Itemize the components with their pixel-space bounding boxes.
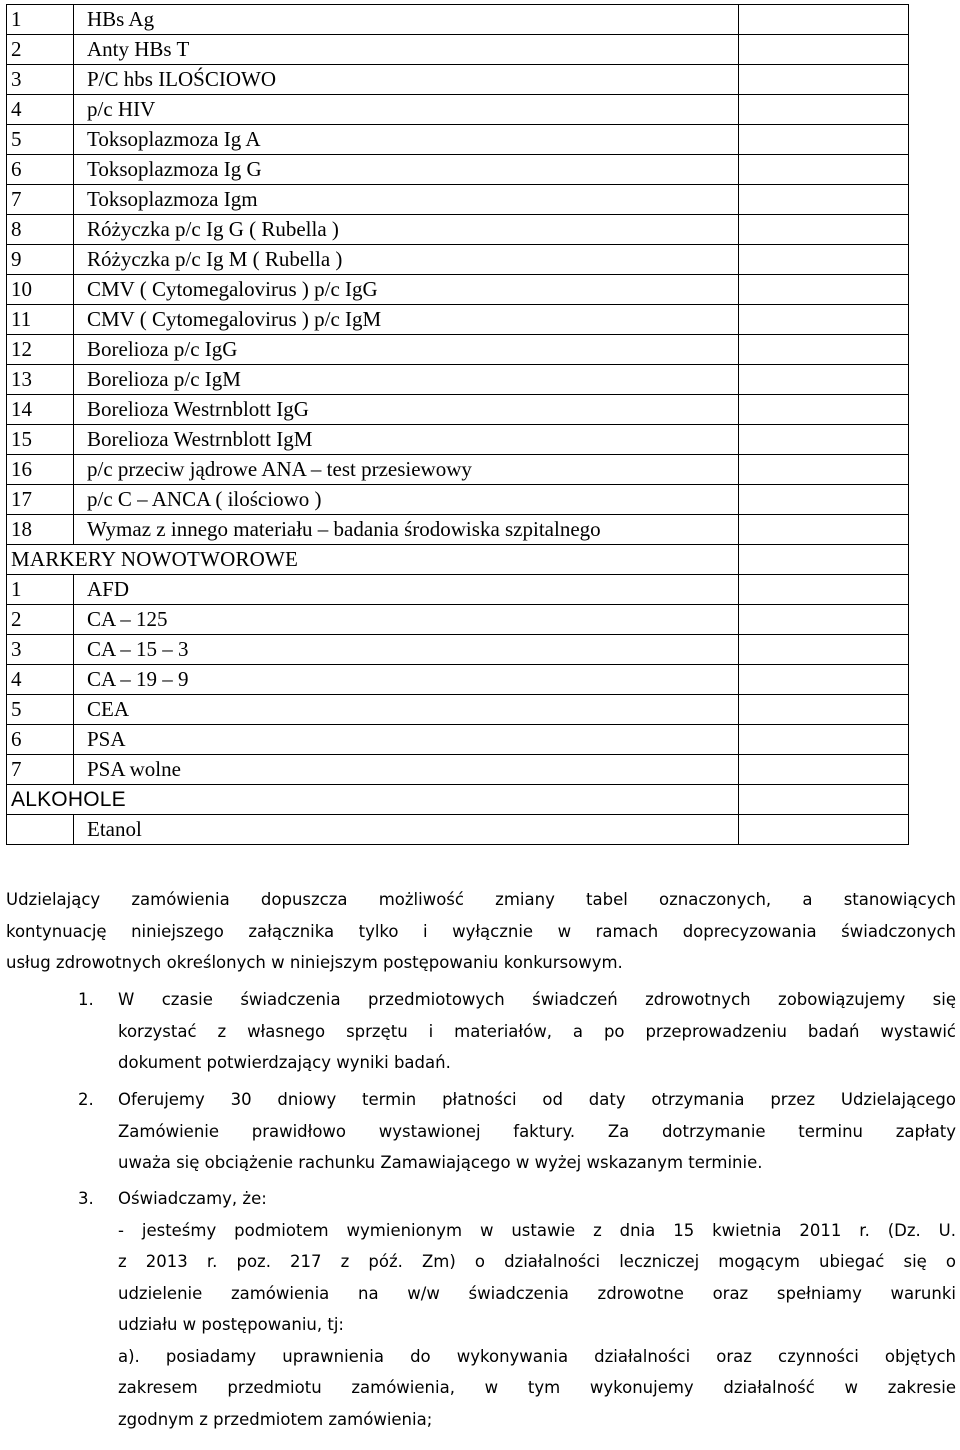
table-row <box>7 155 909 185</box>
table-row <box>7 245 909 275</box>
table-row <box>7 815 909 845</box>
section-title: ALKOHOLE <box>7 785 739 815</box>
list-item <box>6 1183 956 1435</box>
test-name: CEA <box>74 695 739 725</box>
test-name: AFD <box>74 575 739 605</box>
list-item-number: 1. <box>78 990 94 1009</box>
row-number: 2 <box>7 35 74 65</box>
table-row <box>7 485 909 515</box>
table-row <box>7 35 909 65</box>
table-row <box>7 215 909 245</box>
empty-cell <box>739 815 909 845</box>
test-name: Różyczka p/c Ig G ( Rubella ) <box>74 215 739 245</box>
table-row <box>7 395 909 425</box>
test-name: Różyczka p/c Ig M ( Rubella ) <box>74 245 739 275</box>
table-row <box>7 125 909 155</box>
test-name: Toksoplazmoza Ig A <box>74 125 739 155</box>
tests-table-body <box>7 5 909 845</box>
row-number: 3 <box>7 635 74 665</box>
list-item-number: 3. <box>78 1189 94 1208</box>
table-row <box>7 725 909 755</box>
row-number: 2 <box>7 605 74 635</box>
intro-line: usług zdrowotnych określonych w niniejszym postępowaniu konkursowym. <box>6 953 623 972</box>
test-name: CA – 19 – 9 <box>74 665 739 695</box>
row-number: 16 <box>7 455 74 485</box>
row-number: 1 <box>7 5 74 35</box>
row-number: 4 <box>7 95 74 125</box>
row-number: 5 <box>7 125 74 155</box>
test-name: CA – 125 <box>74 605 739 635</box>
table-row <box>7 365 909 395</box>
list-item-line: Oferujemy 30 dniowy termin płatności od daty otrzymania przez Udzielającego <box>118 1090 956 1109</box>
list-item-line: z 2013 r. poz. 217 z póź. Zm) o działalności leczniczej mogącym ubiegać się o <box>118 1252 956 1271</box>
list-item-line: W czasie świadczenia przedmiotowych świadczeń zdrowotnych zobowiązujemy się <box>118 990 956 1009</box>
row-number: 7 <box>7 755 74 785</box>
table-row <box>7 185 909 215</box>
row-number: 17 <box>7 485 74 515</box>
row-number: 10 <box>7 275 74 305</box>
test-name: Borelioza p/c IgM <box>74 365 739 395</box>
table-row <box>7 65 909 95</box>
intro-line: Udzielający zamówienia dopuszcza możliwość zmiany tabel oznaczonych, a stanowiących <box>6 890 956 909</box>
empty-cell <box>739 575 909 605</box>
list-item <box>6 984 956 1079</box>
row-number: 3 <box>7 65 74 95</box>
empty-cell <box>739 365 909 395</box>
list-item-number: 2. <box>78 1090 94 1109</box>
test-name: PSA wolne <box>74 755 739 785</box>
list-item-line: zakresem przedmiotu zamówienia, w tym wykonujemy działalność w zakresie <box>118 1378 956 1397</box>
row-number: 18 <box>7 515 74 545</box>
empty-cell <box>739 725 909 755</box>
empty-cell <box>739 125 909 155</box>
test-name: Borelioza Westrnblott IgG <box>74 395 739 425</box>
list-item-line: korzystać z własnego sprzętu i materiałów, a po przeprowadzeniu badań wystawić <box>118 1021 956 1041</box>
test-name: Etanol <box>74 815 739 845</box>
row-number <box>7 815 74 845</box>
empty-cell <box>739 155 909 185</box>
table-row <box>7 605 909 635</box>
table-row <box>7 515 909 545</box>
empty-cell <box>739 695 909 725</box>
table-row <box>7 695 909 725</box>
test-name: Wymaz z innego materiału – badania środowiska szpitalnego <box>74 515 739 545</box>
empty-cell <box>739 395 909 425</box>
test-name: CMV ( Cytomegalovirus ) p/c IgG <box>74 275 739 305</box>
row-number: 12 <box>7 335 74 365</box>
test-name: Borelioza p/c IgG <box>74 335 739 365</box>
row-number: 9 <box>7 245 74 275</box>
empty-cell <box>739 5 909 35</box>
intro-line: kontynuację niniejszego załącznika tylko i wyłącznie w ramach doprecyzowania świadczonych <box>6 921 956 941</box>
empty-cell <box>739 425 909 455</box>
row-number: 13 <box>7 365 74 395</box>
empty-cell <box>739 605 909 635</box>
list-item-line: Zamówienie prawidłowo wystawionej faktury. Za dotrzymanie terminu zapłaty <box>118 1121 956 1141</box>
table-row <box>7 425 909 455</box>
empty-cell <box>739 305 909 335</box>
test-name: PSA <box>74 725 739 755</box>
empty-cell <box>739 245 909 275</box>
test-name: CA – 15 – 3 <box>74 635 739 665</box>
row-number: 8 <box>7 215 74 245</box>
test-name: p/c przeciw jądrowe ANA – test przesiewowy <box>74 455 739 485</box>
table-row <box>7 5 909 35</box>
empty-cell <box>739 215 909 245</box>
table-row <box>7 275 909 305</box>
list-item-line: udzielenie zamówienia na w/w świadczenia zdrowotne oraz spełniamy warunki <box>118 1283 956 1303</box>
list-item-line: a). posiadamy uprawnienia do wykonywania działalności oraz czynności objętych <box>118 1346 956 1366</box>
list-item-line: zgodnym z przedmiotem zamówienia; <box>118 1409 433 1429</box>
list-item-line: - jesteśmy podmiotem wymienionym w ustawie z dnia 15 kwietnia 2011 r. (Dz. U. <box>118 1220 956 1240</box>
empty-cell <box>739 65 909 95</box>
list-item <box>6 1084 956 1179</box>
test-name: HBs Ag <box>74 5 739 35</box>
empty-cell <box>739 545 909 575</box>
row-number: 4 <box>7 665 74 695</box>
list-item-text <box>118 1183 956 1435</box>
empty-cell <box>739 35 909 65</box>
list-item-text <box>118 984 956 1079</box>
empty-cell <box>739 95 909 125</box>
intro-paragraph <box>6 884 956 979</box>
list-item-line: dokument potwierdzający wyniki badań. <box>118 1053 451 1072</box>
empty-cell <box>739 485 909 515</box>
empty-cell <box>739 515 909 545</box>
list-item-text <box>118 1084 956 1179</box>
test-name: Borelioza Westrnblott IgM <box>74 425 739 455</box>
table-row <box>7 455 909 485</box>
list-item-line: Oświadczamy, że: <box>118 1189 267 1208</box>
table-row <box>7 575 909 605</box>
test-name: Anty HBs T <box>74 35 739 65</box>
empty-cell <box>739 455 909 485</box>
empty-cell <box>739 635 909 665</box>
section-header-row <box>7 545 909 575</box>
test-name: p/c HIV <box>74 95 739 125</box>
table-row <box>7 95 909 125</box>
table-row <box>7 335 909 365</box>
table-row <box>7 635 909 665</box>
row-number: 6 <box>7 725 74 755</box>
table-row <box>7 755 909 785</box>
list-item-line: udziału w postępowaniu, tj: <box>118 1315 344 1334</box>
table-row <box>7 665 909 695</box>
test-name: Toksoplazmoza Igm <box>74 185 739 215</box>
empty-cell <box>739 755 909 785</box>
test-name: Toksoplazmoza Ig G <box>74 155 739 185</box>
list-item-line: uważa się obciążenie rachunku Zamawiającego w wyżej wskazanym terminie. <box>118 1153 763 1172</box>
tests-table <box>6 4 909 845</box>
empty-cell <box>739 275 909 305</box>
row-number: 11 <box>7 305 74 335</box>
row-number: 14 <box>7 395 74 425</box>
empty-cell <box>739 185 909 215</box>
row-number: 7 <box>7 185 74 215</box>
test-name: P/C hbs ILOŚCIOWO <box>74 65 739 95</box>
empty-cell <box>739 785 909 815</box>
test-name: CMV ( Cytomegalovirus ) p/c IgM <box>74 305 739 335</box>
empty-cell <box>739 665 909 695</box>
row-number: 1 <box>7 575 74 605</box>
section-title: MARKERY NOWOTWOROWE <box>7 545 739 575</box>
section-header-row <box>7 785 909 815</box>
empty-cell <box>739 335 909 365</box>
row-number: 5 <box>7 695 74 725</box>
table-row <box>7 305 909 335</box>
row-number: 6 <box>7 155 74 185</box>
test-name: p/c C – ANCA ( ilościowo ) <box>74 485 739 515</box>
row-number: 15 <box>7 425 74 455</box>
